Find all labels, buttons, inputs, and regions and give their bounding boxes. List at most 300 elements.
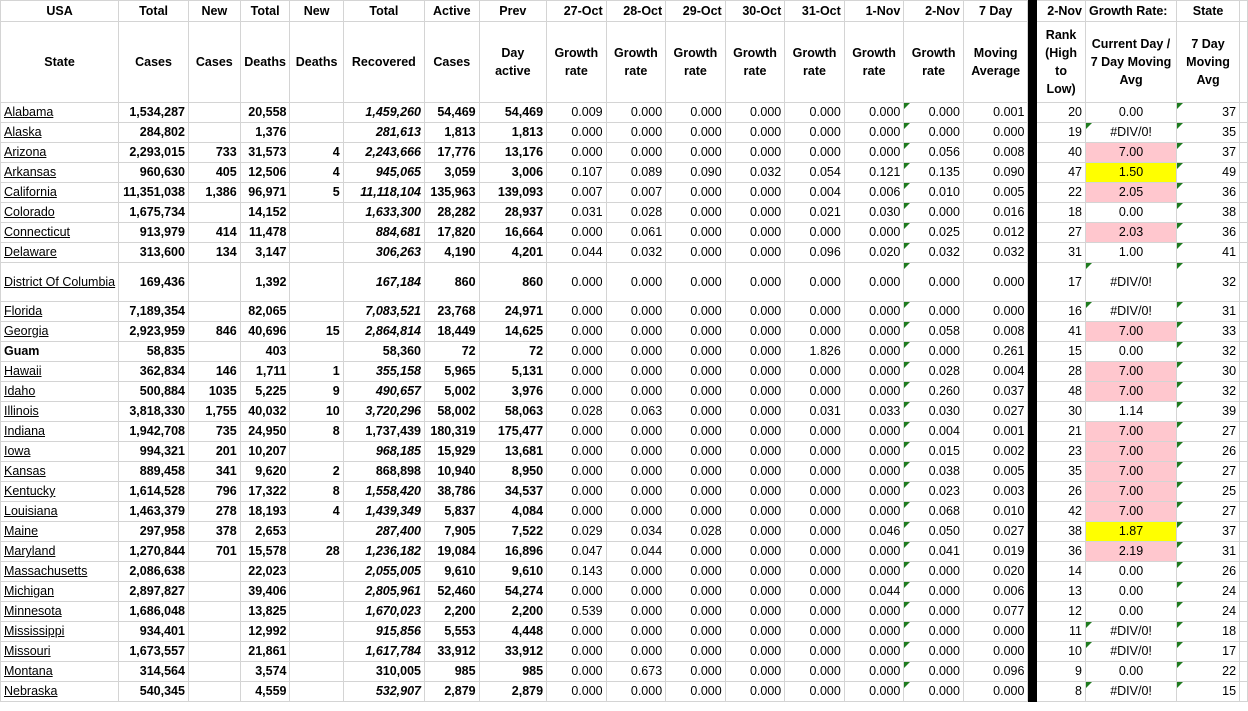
empty-cell[interactable] [1240,382,1248,402]
total-deaths-cell[interactable]: 14,152 [240,203,290,223]
growth-rate-cell[interactable]: 0.000 [725,662,785,682]
recovered-cell[interactable]: 532,907 [343,682,424,702]
state-7day-avg-cell[interactable]: 38 [1177,203,1240,223]
active-cases-cell[interactable]: 135,963 [425,183,480,203]
total-cases-cell[interactable]: 2,897,827 [119,582,189,602]
active-cases-cell[interactable]: 18,449 [425,322,480,342]
state-7day-avg-cell[interactable]: 37 [1177,522,1240,542]
state-link[interactable]: Indiana [1,422,119,442]
state-link[interactable]: District Of Columbia [1,263,119,302]
recovered-cell[interactable]: 281,613 [343,123,424,143]
recovered-cell[interactable]: 1,617,784 [343,642,424,662]
growth-rate-cell[interactable]: 0.000 [785,582,845,602]
growth-rate-cell[interactable]: 0.000 [844,482,904,502]
growth-rate-cell[interactable]: 0.000 [725,302,785,322]
active-cases-cell[interactable]: 2,879 [425,682,480,702]
total-cases-cell[interactable]: 1,942,708 [119,422,189,442]
recovered-cell[interactable]: 58,360 [343,342,424,362]
current-day-ratio-cell[interactable]: 0.00 [1086,203,1177,223]
growth-rate-cell[interactable]: 0.041 [904,542,964,562]
growth-rate-cell[interactable]: 0.032 [606,243,666,263]
growth-rate-cell[interactable]: 0.000 [666,183,726,203]
total-cases-cell[interactable]: 11,351,038 [119,183,189,203]
growth-rate-cell[interactable]: 0.000 [547,263,607,302]
new-cases-cell[interactable]: 378 [188,522,240,542]
empty-cell[interactable] [1240,562,1248,582]
moving-average-cell[interactable]: 0.000 [963,642,1028,662]
recovered-cell[interactable]: 490,657 [343,382,424,402]
growth-rate-cell[interactable]: 0.000 [725,582,785,602]
rank-cell[interactable]: 10 [1037,642,1086,662]
state-7day-avg-cell[interactable]: 26 [1177,442,1240,462]
growth-rate-cell[interactable]: 0.023 [904,482,964,502]
total-cases-cell[interactable]: 1,675,734 [119,203,189,223]
empty-cell[interactable] [1240,322,1248,342]
growth-rate-cell[interactable]: 0.000 [904,302,964,322]
growth-rate-cell[interactable]: 0.028 [904,362,964,382]
rank-cell[interactable]: 14 [1037,562,1086,582]
current-day-ratio-cell[interactable]: #DIV/0! [1086,682,1177,702]
empty-cell[interactable] [1240,22,1248,103]
moving-average-cell[interactable]: 0.001 [963,422,1028,442]
state-7day-avg-cell[interactable]: 25 [1177,482,1240,502]
total-cases-cell[interactable]: 313,600 [119,243,189,263]
state-7day-avg-cell[interactable]: 37 [1177,103,1240,123]
active-cases-cell[interactable]: 54,469 [425,103,480,123]
total-deaths-cell[interactable]: 1,711 [240,362,290,382]
recovered-cell[interactable]: 945,065 [343,163,424,183]
state-7day-avg-cell[interactable]: 36 [1177,223,1240,243]
current-day-ratio-cell[interactable]: 7.00 [1086,442,1177,462]
state-7day-avg-cell[interactable]: 15 [1177,682,1240,702]
growth-rate-cell[interactable]: 0.000 [844,442,904,462]
new-deaths-cell[interactable]: 8 [290,482,343,502]
moving-average-cell[interactable]: 0.003 [963,482,1028,502]
growth-rate-cell[interactable]: 0.673 [606,662,666,682]
active-cases-cell[interactable]: 1,813 [425,123,480,143]
moving-average-cell[interactable]: 0.005 [963,183,1028,203]
rank-cell[interactable]: 20 [1037,103,1086,123]
new-cases-cell[interactable] [188,582,240,602]
total-cases-cell[interactable]: 913,979 [119,223,189,243]
header-cell[interactable]: Total [119,1,189,22]
growth-rate-cell[interactable]: 0.000 [785,482,845,502]
total-deaths-cell[interactable]: 10,207 [240,442,290,462]
growth-rate-cell[interactable]: 0.007 [547,183,607,203]
state-7day-avg-cell[interactable]: 35 [1177,123,1240,143]
growth-rate-cell[interactable]: 0.000 [725,422,785,442]
growth-rate-cell[interactable]: 0.047 [547,542,607,562]
growth-rate-cell[interactable]: 0.010 [904,183,964,203]
recovered-cell[interactable]: 2,243,666 [343,143,424,163]
growth-rate-cell[interactable]: 0.000 [725,522,785,542]
recovered-cell[interactable]: 2,805,961 [343,582,424,602]
state-7day-avg-cell[interactable]: 31 [1177,302,1240,322]
growth-rate-cell[interactable]: 0.000 [666,542,726,562]
active-cases-cell[interactable]: 2,200 [425,602,480,622]
growth-rate-cell[interactable]: 0.000 [725,203,785,223]
growth-rate-cell[interactable]: 0.000 [844,622,904,642]
active-cases-cell[interactable]: 860 [425,263,480,302]
state-7day-avg-cell[interactable]: 17 [1177,642,1240,662]
recovered-cell[interactable]: 7,083,521 [343,302,424,322]
state-7day-avg-cell[interactable]: 31 [1177,542,1240,562]
prev-day-active-cell[interactable]: 4,448 [479,622,546,642]
growth-rate-cell[interactable]: 0.090 [666,163,726,183]
growth-rate-cell[interactable]: 0.000 [666,243,726,263]
growth-rate-cell[interactable]: 0.000 [547,362,607,382]
growth-rate-cell[interactable]: 0.030 [844,203,904,223]
total-cases-cell[interactable]: 1,534,287 [119,103,189,123]
growth-rate-cell[interactable]: 0.032 [725,163,785,183]
current-day-ratio-cell[interactable]: 1.50 [1086,163,1177,183]
growth-rate-cell[interactable]: 0.000 [904,103,964,123]
new-deaths-cell[interactable] [290,562,343,582]
growth-rate-cell[interactable]: 0.000 [547,582,607,602]
new-deaths-cell[interactable]: 4 [290,143,343,163]
state-7day-avg-cell[interactable]: 37 [1177,143,1240,163]
total-deaths-cell[interactable]: 9,620 [240,462,290,482]
total-cases-cell[interactable]: 1,614,528 [119,482,189,502]
new-deaths-cell[interactable] [290,442,343,462]
current-day-ratio-cell[interactable]: 1.87 [1086,522,1177,542]
growth-rate-cell[interactable]: 0.000 [785,642,845,662]
total-cases-cell[interactable]: 7,189,354 [119,302,189,322]
prev-day-active-cell[interactable]: 5,131 [479,362,546,382]
active-cases-cell[interactable]: 52,460 [425,582,480,602]
total-cases-cell[interactable]: 1,686,048 [119,602,189,622]
rank-cell[interactable]: 17 [1037,263,1086,302]
active-cases-cell[interactable]: 5,553 [425,622,480,642]
total-deaths-cell[interactable]: 40,696 [240,322,290,342]
state-link[interactable]: Iowa [1,442,119,462]
prev-day-active-cell[interactable]: 985 [479,662,546,682]
growth-rate-cell[interactable]: 0.000 [547,622,607,642]
header-cell[interactable]: Growth rate [666,22,726,103]
header-cell[interactable]: Day active [479,22,546,103]
current-day-ratio-cell[interactable]: #DIV/0! [1086,123,1177,143]
rank-cell[interactable]: 11 [1037,622,1086,642]
moving-average-cell[interactable]: 0.000 [963,682,1028,702]
state-7day-avg-cell[interactable]: 49 [1177,163,1240,183]
prev-day-active-cell[interactable]: 3,006 [479,163,546,183]
header-cell[interactable]: Cases [119,22,189,103]
growth-rate-cell[interactable]: 0.143 [547,562,607,582]
new-cases-cell[interactable]: 846 [188,322,240,342]
state-7day-avg-cell[interactable]: 36 [1177,183,1240,203]
growth-rate-cell[interactable]: 0.000 [725,682,785,702]
moving-average-cell[interactable]: 0.001 [963,103,1028,123]
current-day-ratio-cell[interactable]: 2.19 [1086,542,1177,562]
header-cell[interactable]: New [290,1,343,22]
total-cases-cell[interactable]: 2,923,959 [119,322,189,342]
growth-rate-cell[interactable]: 0.000 [547,422,607,442]
active-cases-cell[interactable]: 17,820 [425,223,480,243]
moving-average-cell[interactable]: 0.008 [963,143,1028,163]
rank-cell[interactable]: 31 [1037,243,1086,263]
state-7day-avg-cell[interactable]: 27 [1177,502,1240,522]
growth-rate-cell[interactable]: 0.000 [547,442,607,462]
state-link[interactable]: California [1,183,119,203]
new-cases-cell[interactable]: 1,755 [188,402,240,422]
total-deaths-cell[interactable]: 403 [240,342,290,362]
active-cases-cell[interactable]: 19,084 [425,542,480,562]
new-deaths-cell[interactable] [290,342,343,362]
growth-rate-cell[interactable]: 0.000 [547,123,607,143]
growth-rate-cell[interactable]: 0.000 [666,322,726,342]
growth-rate-cell[interactable]: 0.260 [904,382,964,402]
total-cases-cell[interactable]: 500,884 [119,382,189,402]
recovered-cell[interactable]: 2,055,005 [343,562,424,582]
moving-average-cell[interactable]: 0.000 [963,302,1028,322]
recovered-cell[interactable]: 1,670,023 [343,602,424,622]
new-deaths-cell[interactable]: 5 [290,183,343,203]
recovered-cell[interactable]: 1,236,182 [343,542,424,562]
growth-rate-cell[interactable]: 0.000 [785,542,845,562]
growth-rate-cell[interactable]: 0.006 [844,183,904,203]
new-deaths-cell[interactable] [290,602,343,622]
header-cell[interactable]: USA [1,1,119,22]
rank-cell[interactable]: 30 [1037,402,1086,422]
empty-cell[interactable] [1240,362,1248,382]
recovered-cell[interactable]: 1,459,260 [343,103,424,123]
rank-cell[interactable]: 19 [1037,123,1086,143]
state-7day-avg-cell[interactable]: 41 [1177,243,1240,263]
total-cases-cell[interactable]: 284,802 [119,123,189,143]
recovered-cell[interactable]: 968,185 [343,442,424,462]
growth-rate-cell[interactable]: 0.000 [785,263,845,302]
growth-rate-cell[interactable]: 0.025 [904,223,964,243]
empty-cell[interactable] [1240,342,1248,362]
empty-cell[interactable] [1240,223,1248,243]
total-deaths-cell[interactable]: 12,506 [240,163,290,183]
growth-rate-cell[interactable]: 0.061 [606,223,666,243]
prev-day-active-cell[interactable]: 2,879 [479,682,546,702]
header-cell[interactable]: Growth rate [547,22,607,103]
prev-day-active-cell[interactable]: 4,201 [479,243,546,263]
state-link[interactable]: Florida [1,302,119,322]
empty-cell[interactable] [1240,482,1248,502]
recovered-cell[interactable]: 1,558,420 [343,482,424,502]
growth-rate-cell[interactable]: 0.000 [666,342,726,362]
current-day-ratio-cell[interactable]: 7.00 [1086,382,1177,402]
state-link[interactable]: Maine [1,522,119,542]
state-link[interactable]: Maryland [1,542,119,562]
recovered-cell[interactable]: 287,400 [343,522,424,542]
growth-rate-cell[interactable]: 0.000 [844,662,904,682]
growth-rate-cell[interactable]: 0.058 [904,322,964,342]
new-deaths-cell[interactable] [290,302,343,322]
moving-average-cell[interactable]: 0.010 [963,502,1028,522]
growth-rate-cell[interactable]: 0.000 [785,442,845,462]
growth-rate-cell[interactable]: 0.000 [606,143,666,163]
state-link[interactable]: Nebraska [1,682,119,702]
growth-rate-cell[interactable]: 0.000 [606,562,666,582]
new-deaths-cell[interactable] [290,243,343,263]
header-cell[interactable]: 27-Oct [547,1,607,22]
header-cell[interactable]: Cases [188,22,240,103]
header-cell[interactable]: Rank (High to Low) [1037,22,1086,103]
growth-rate-cell[interactable]: 0.000 [547,642,607,662]
growth-rate-cell[interactable]: 0.000 [606,322,666,342]
growth-rate-cell[interactable]: 0.000 [606,482,666,502]
header-cell[interactable]: Active [425,1,480,22]
growth-rate-cell[interactable]: 0.000 [666,223,726,243]
total-cases-cell[interactable]: 540,345 [119,682,189,702]
prev-day-active-cell[interactable]: 14,625 [479,322,546,342]
growth-rate-cell[interactable]: 0.063 [606,402,666,422]
growth-rate-cell[interactable]: 0.056 [904,143,964,163]
growth-rate-cell[interactable]: 0.000 [725,542,785,562]
growth-rate-cell[interactable]: 1.826 [785,342,845,362]
empty-cell[interactable] [1240,462,1248,482]
growth-rate-cell[interactable]: 0.000 [547,342,607,362]
header-cell[interactable]: Cases [425,22,480,103]
current-day-ratio-cell[interactable]: 0.00 [1086,662,1177,682]
growth-rate-cell[interactable]: 0.000 [725,362,785,382]
growth-rate-cell[interactable]: 0.000 [666,582,726,602]
new-deaths-cell[interactable] [290,223,343,243]
growth-rate-cell[interactable]: 0.000 [844,342,904,362]
moving-average-cell[interactable]: 0.000 [963,123,1028,143]
active-cases-cell[interactable]: 28,282 [425,203,480,223]
state-link[interactable]: Illinois [1,402,119,422]
new-cases-cell[interactable]: 146 [188,362,240,382]
growth-rate-cell[interactable]: 0.000 [606,422,666,442]
growth-rate-cell[interactable]: 0.028 [666,522,726,542]
prev-day-active-cell[interactable]: 4,084 [479,502,546,522]
moving-average-cell[interactable]: 0.008 [963,322,1028,342]
state-link[interactable]: Alabama [1,103,119,123]
prev-day-active-cell[interactable]: 175,477 [479,422,546,442]
state-link[interactable]: Missouri [1,642,119,662]
rank-cell[interactable]: 26 [1037,482,1086,502]
growth-rate-cell[interactable]: 0.000 [785,103,845,123]
empty-cell[interactable] [1240,622,1248,642]
growth-rate-cell[interactable]: 0.000 [785,602,845,622]
growth-rate-cell[interactable]: 0.000 [785,422,845,442]
growth-rate-cell[interactable]: 0.015 [904,442,964,462]
recovered-cell[interactable]: 306,263 [343,243,424,263]
state-link[interactable]: Montana [1,662,119,682]
total-cases-cell[interactable]: 314,564 [119,662,189,682]
growth-rate-cell[interactable]: 0.000 [844,562,904,582]
new-deaths-cell[interactable]: 4 [290,502,343,522]
growth-rate-cell[interactable]: 0.000 [666,362,726,382]
new-cases-cell[interactable]: 405 [188,163,240,183]
total-cases-cell[interactable]: 2,293,015 [119,143,189,163]
current-day-ratio-cell[interactable]: 2.03 [1086,223,1177,243]
state-7day-avg-cell[interactable]: 30 [1177,362,1240,382]
header-cell[interactable]: Growth rate [844,22,904,103]
growth-rate-cell[interactable]: 0.000 [904,123,964,143]
state-7day-avg-cell[interactable]: 32 [1177,342,1240,362]
total-deaths-cell[interactable]: 17,322 [240,482,290,502]
rank-cell[interactable]: 27 [1037,223,1086,243]
current-day-ratio-cell[interactable]: 0.00 [1086,582,1177,602]
header-cell[interactable]: Current Day / 7 Day Moving Avg [1086,22,1177,103]
header-cell[interactable]: 29-Oct [666,1,726,22]
growth-rate-cell[interactable]: 0.038 [904,462,964,482]
header-cell[interactable]: 31-Oct [785,1,845,22]
total-deaths-cell[interactable]: 18,193 [240,502,290,522]
new-cases-cell[interactable]: 796 [188,482,240,502]
growth-rate-cell[interactable]: 0.000 [844,682,904,702]
moving-average-cell[interactable]: 0.261 [963,342,1028,362]
total-cases-cell[interactable]: 1,463,379 [119,502,189,522]
new-cases-cell[interactable]: 201 [188,442,240,462]
current-day-ratio-cell[interactable]: 0.00 [1086,602,1177,622]
growth-rate-cell[interactable]: 0.000 [844,143,904,163]
growth-rate-cell[interactable]: 0.000 [904,602,964,622]
total-deaths-cell[interactable]: 11,478 [240,223,290,243]
state-link[interactable]: Massachusetts [1,562,119,582]
growth-rate-cell[interactable]: 0.000 [547,302,607,322]
growth-rate-cell[interactable]: 0.000 [725,402,785,422]
growth-rate-cell[interactable]: 0.000 [785,143,845,163]
moving-average-cell[interactable]: 0.016 [963,203,1028,223]
growth-rate-cell[interactable]: 0.000 [666,442,726,462]
total-deaths-cell[interactable]: 21,861 [240,642,290,662]
active-cases-cell[interactable]: 10,940 [425,462,480,482]
moving-average-cell[interactable]: 0.019 [963,542,1028,562]
growth-rate-cell[interactable]: 0.000 [547,143,607,163]
growth-rate-cell[interactable]: 0.000 [785,502,845,522]
new-cases-cell[interactable] [188,662,240,682]
new-deaths-cell[interactable] [290,642,343,662]
rank-cell[interactable]: 16 [1037,302,1086,322]
current-day-ratio-cell[interactable]: 7.00 [1086,143,1177,163]
empty-cell[interactable] [1240,402,1248,422]
growth-rate-cell[interactable]: 0.000 [666,103,726,123]
growth-rate-cell[interactable]: 0.000 [785,322,845,342]
total-deaths-cell[interactable]: 1,376 [240,123,290,143]
moving-average-cell[interactable]: 0.096 [963,662,1028,682]
rank-cell[interactable]: 41 [1037,322,1086,342]
growth-rate-cell[interactable]: 0.000 [904,662,964,682]
growth-rate-cell[interactable]: 0.000 [606,462,666,482]
total-cases-cell[interactable]: 1,270,844 [119,542,189,562]
state-7day-avg-cell[interactable]: 24 [1177,602,1240,622]
active-cases-cell[interactable]: 9,610 [425,562,480,582]
growth-rate-cell[interactable]: 0.050 [904,522,964,542]
state-link[interactable]: Hawaii [1,362,119,382]
recovered-cell[interactable]: 310,005 [343,662,424,682]
total-deaths-cell[interactable]: 3,147 [240,243,290,263]
total-cases-cell[interactable]: 994,321 [119,442,189,462]
active-cases-cell[interactable]: 7,905 [425,522,480,542]
growth-rate-cell[interactable]: 0.044 [844,582,904,602]
total-cases-cell[interactable]: 1,673,557 [119,642,189,662]
active-cases-cell[interactable]: 38,786 [425,482,480,502]
recovered-cell[interactable]: 2,864,814 [343,322,424,342]
empty-cell[interactable] [1240,203,1248,223]
header-cell[interactable]: State [1,22,119,103]
state-link[interactable]: Minnesota [1,602,119,622]
recovered-cell[interactable]: 3,720,296 [343,402,424,422]
growth-rate-cell[interactable]: 0.000 [666,123,726,143]
growth-rate-cell[interactable]: 0.096 [785,243,845,263]
new-cases-cell[interactable] [188,103,240,123]
moving-average-cell[interactable]: 0.090 [963,163,1028,183]
growth-rate-cell[interactable]: 0.000 [725,103,785,123]
active-cases-cell[interactable]: 17,776 [425,143,480,163]
growth-rate-cell[interactable]: 0.020 [844,243,904,263]
growth-rate-cell[interactable]: 0.000 [547,462,607,482]
empty-cell[interactable] [1240,602,1248,622]
empty-cell[interactable] [1240,243,1248,263]
state-7day-avg-cell[interactable]: 33 [1177,322,1240,342]
